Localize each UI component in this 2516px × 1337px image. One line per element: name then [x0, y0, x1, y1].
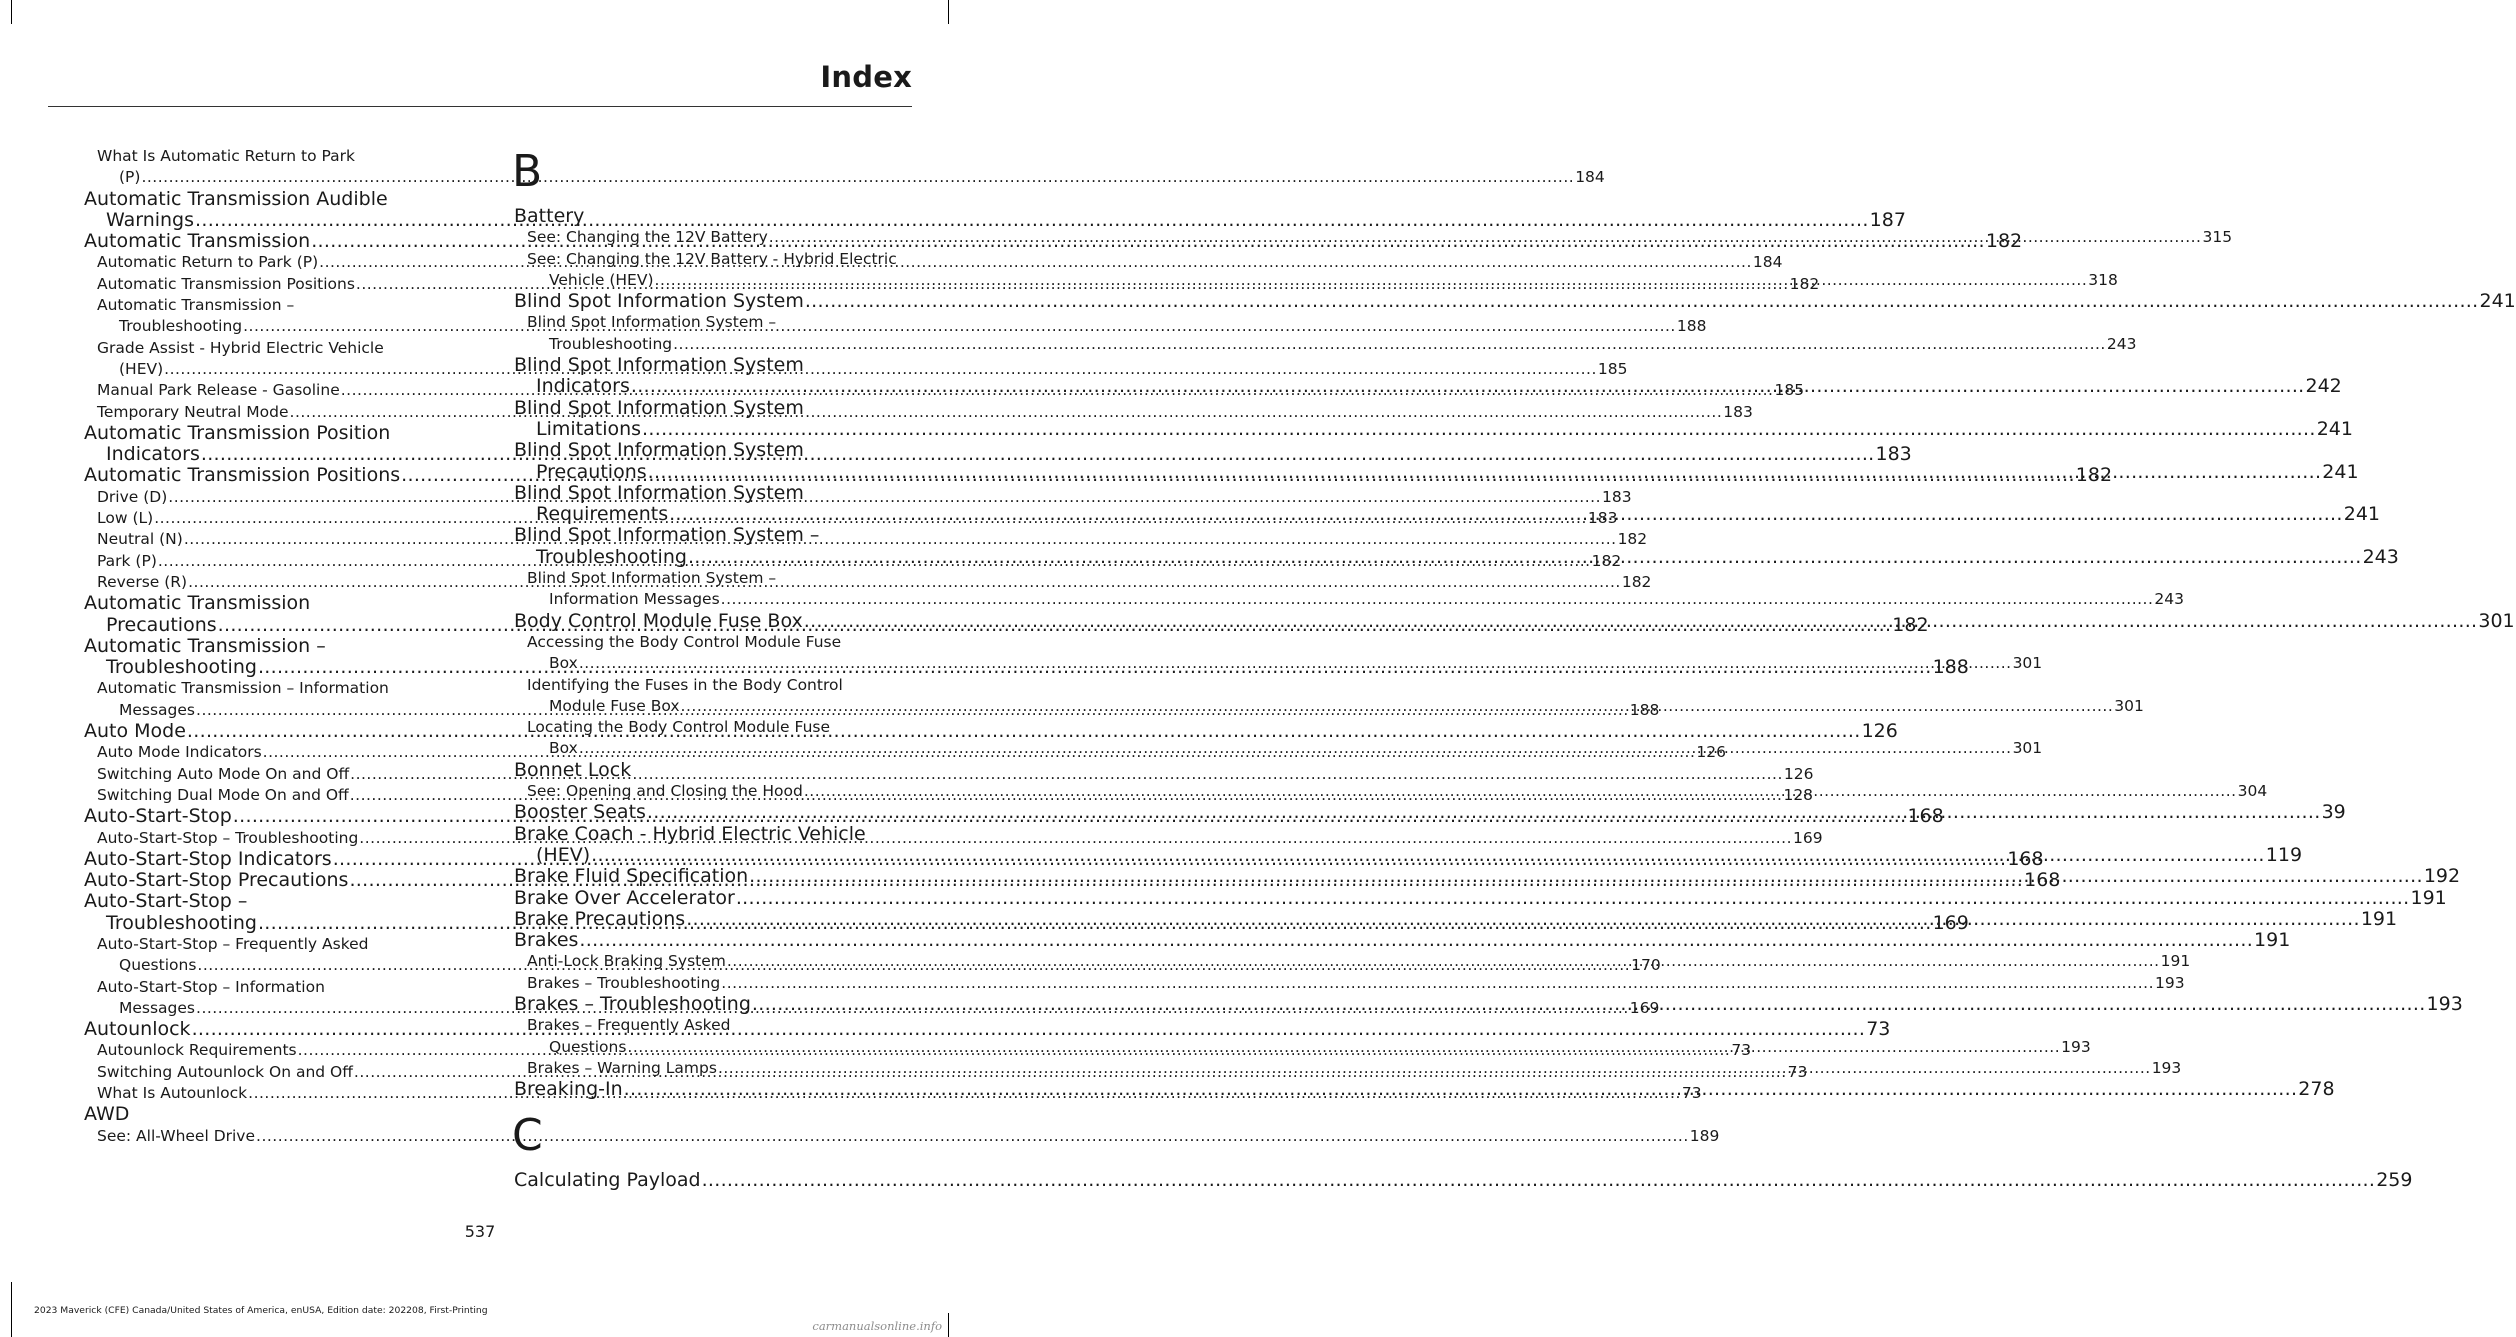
entry-text: Auto-Start-Stop – — [84, 890, 248, 913]
dot-leader — [804, 781, 2237, 802]
entry-text: Questions — [549, 1037, 627, 1056]
entry-text: What Is Autounlock — [97, 1084, 248, 1103]
entry-page-number: 119 — [2265, 843, 2303, 866]
entry-page-number: 193 — [2061, 1037, 2091, 1056]
entry-text: Auto-Start-Stop – Troubleshooting — [97, 828, 359, 847]
entry-page-number: 183 — [1723, 402, 1753, 421]
footer-edition-text: 2023 Maverick (CFE) Canada/United States of America, enUSA, Edition date: 202208, First-Printing — [34, 1305, 488, 1316]
entry-page-number: 304 — [2237, 782, 2268, 801]
entry-text: Bonnet Lock — [514, 758, 632, 781]
entry-text: Identifying the Fuses in the Body Control — [527, 675, 843, 694]
entry-page-number: 182 — [1789, 274, 1820, 293]
dot-leader — [673, 335, 2106, 353]
entry-text: Limitations — [536, 417, 642, 440]
dot-leader — [579, 739, 2012, 757]
entry-text: Messages — [119, 998, 196, 1017]
entry-text: Automatic Transmission Positions — [97, 274, 355, 293]
entry-text: Box — [549, 739, 578, 758]
entry-page-number: 301 — [2478, 609, 2515, 632]
entry-page-number: 187 — [1869, 208, 1906, 231]
entry-text: Auto Mode Indicators — [97, 743, 262, 762]
index-subentry[interactable] — [514, 973, 2185, 994]
entry-page-number: 168 — [1907, 805, 1944, 828]
entry-page-number: 191 — [2360, 907, 2398, 930]
dot-leader — [631, 375, 2305, 397]
entry-text: Grade Assist - Hybrid Electric Vehicle — [97, 338, 384, 357]
entry-text: Temporary Neutral Mode — [97, 402, 289, 421]
entry-text: Reverse (R) — [97, 572, 188, 591]
entry-text: (P) — [119, 168, 141, 187]
crop-mark-bottom-right — [948, 1313, 949, 1337]
dot-leader — [669, 503, 2343, 525]
entry-page-number: 243 — [2106, 334, 2137, 353]
entry-text: Low (L) — [97, 509, 154, 528]
entry-text: Blind Spot Information System — [514, 396, 804, 419]
dot-leader — [627, 1038, 2060, 1056]
dot-leader — [736, 888, 2410, 909]
entry-page-number: 242 — [2305, 375, 2342, 398]
entry-text: Autounlock Requirements — [97, 1041, 297, 1060]
entry-page-number: 243 — [2362, 545, 2399, 568]
entry-page-number: 182 — [1591, 551, 1622, 570]
entry-page-number: 73 — [1787, 1062, 1808, 1081]
entry-text: Auto-Start-Stop Precautions — [84, 869, 349, 892]
entry-page-number: 193 — [2151, 1058, 2182, 1077]
entry-page-number: 182 — [1892, 613, 1929, 636]
entry-text: Troubleshooting — [106, 656, 257, 679]
dot-leader — [702, 1170, 2376, 1191]
entry-text: Brake Over Accelerator — [514, 886, 735, 909]
entry-page-number: 193 — [2155, 973, 2185, 992]
entry-text: Blind Spot Information System — [514, 354, 804, 377]
entry-text: Automatic Transmission Positions — [84, 464, 401, 487]
entry-page-number: 259 — [2376, 1169, 2413, 1192]
index-entry[interactable] — [84, 1104, 473, 1125]
entry-text: Blind Spot Information System – — [514, 524, 820, 547]
dot-leader — [256, 1126, 1689, 1147]
entry-text: Auto-Start-Stop — [84, 805, 232, 828]
dot-leader — [243, 317, 1676, 335]
dot-leader — [718, 1058, 2151, 1079]
entry-text: Vehicle (HEV) — [549, 270, 654, 289]
entry-text: Auto-Start-Stop – Frequently Asked — [97, 934, 369, 953]
crop-mark-top-right — [948, 0, 949, 24]
crop-mark-bottom-left — [11, 1282, 12, 1337]
entry-text: Park (P) — [97, 551, 157, 570]
dot-leader — [686, 909, 2360, 930]
entry-page-number: 188 — [1932, 656, 1969, 679]
entry-text: Blind Spot Information System – — [527, 313, 777, 332]
dot-leader — [769, 227, 2202, 248]
dot-leader — [579, 654, 2012, 672]
entry-page-number: 192 — [2423, 865, 2461, 888]
entry-page-number: 301 — [2012, 654, 2043, 673]
entry-text: Automatic Transmission – — [84, 634, 326, 657]
entry-text: Blind Spot Information System – — [527, 569, 777, 588]
dot-leader — [579, 930, 2253, 951]
entry-page-number: 168 — [2024, 869, 2061, 892]
entry-text: Blind Spot Information System — [514, 439, 804, 462]
entry-page-number: 301 — [2114, 696, 2144, 715]
entry-page-number: 170 — [1631, 956, 1661, 975]
section-letter-b: B — [512, 146, 543, 197]
entry-text: Automatic Transmission — [84, 230, 311, 253]
entry-page-number: 73 — [1731, 1041, 1752, 1060]
entry-text: Brake Precautions — [514, 907, 686, 930]
entry-page-number: 188 — [1629, 700, 1660, 719]
entry-text: Precautions — [536, 460, 647, 483]
entry-text: Questions — [119, 956, 197, 975]
entry-page-number: 191 — [2254, 929, 2291, 952]
entry-page-number: 315 — [2202, 228, 2233, 247]
entry-text: Body Control Module Fuse Box — [514, 609, 803, 632]
title-divider — [48, 106, 912, 107]
entry-text: Automatic Transmission – Information — [97, 679, 389, 698]
entry-text: Brakes – Troubleshooting — [527, 973, 721, 992]
entry-page-number: 182 — [1617, 530, 1648, 549]
entry-page-number: 191 — [2160, 952, 2191, 971]
entry-text: Requirements — [536, 503, 669, 526]
dot-leader — [642, 418, 2316, 440]
entry-page-number: 183 — [1602, 487, 1632, 506]
entry-text: Brakes – Troubleshooting — [514, 992, 751, 1015]
entry-text: Indicators — [106, 443, 200, 466]
entry-page-number: 182 — [2075, 464, 2113, 487]
entry-text: Autounlock — [84, 1018, 191, 1041]
index-entry[interactable] — [514, 929, 2291, 952]
entry-text: Locating the Body Control Module Fuse — [527, 718, 831, 737]
entry-text: Automatic Transmission – — [97, 296, 295, 315]
entry-page-number: 39 — [2321, 801, 2346, 824]
entry-page-number: 318 — [2088, 270, 2118, 289]
index-entry[interactable] — [514, 886, 2447, 909]
dot-leader — [721, 590, 2154, 608]
entry-text: Troubleshooting — [119, 317, 243, 336]
entry-text: Troubleshooting — [549, 334, 673, 353]
entry-text: Blind Spot Information System — [514, 290, 804, 313]
entry-text: Switching Auto Mode On and Off — [97, 764, 350, 783]
entry-text: Information Messages — [549, 590, 720, 609]
entry-text: Messages — [119, 700, 196, 719]
entry-page-number: 169 — [1793, 828, 1823, 847]
entry-text: Automatic Return to Park (P) — [97, 253, 319, 272]
entry-text: (HEV) — [536, 843, 591, 866]
entry-page-number: 184 — [1575, 168, 1605, 187]
entry-text: Brake Coach - Hybrid Electric Vehicle — [514, 822, 866, 845]
index-entry[interactable] — [514, 760, 906, 781]
dot-leader — [624, 1079, 2298, 1100]
entry-page-number: 182 — [1985, 230, 2023, 253]
dot-leader — [688, 546, 2362, 568]
entry-text: Automatic Transmission Position — [84, 421, 391, 444]
watermark: carmanualsonline.info — [812, 1319, 942, 1333]
entry-text: Auto Mode — [84, 720, 186, 743]
entry-text: Box — [549, 654, 578, 673]
entry-text: Warnings — [106, 208, 195, 231]
entry-page-number: 126 — [1696, 743, 1726, 762]
entry-text: Brakes – Frequently Asked — [527, 1016, 731, 1035]
entry-text: See: Opening and Closing the Hood — [527, 782, 803, 801]
entry-page-number: 191 — [2410, 886, 2447, 909]
entry-text: Calculating Payload — [514, 1169, 701, 1192]
entry-text: Automatic Transmission Audible — [84, 187, 388, 210]
entry-page-number: 193 — [2426, 992, 2463, 1015]
page-number: 537 — [464, 1222, 496, 1241]
index-subentry[interactable] — [84, 146, 1605, 189]
dot-leader — [804, 611, 2478, 632]
entry-text: (HEV) — [119, 359, 164, 378]
entry-text: Breaking-In — [514, 1078, 623, 1101]
dot-leader — [727, 951, 2160, 975]
entry-text: Battery — [514, 205, 585, 227]
dot-leader — [749, 866, 2423, 887]
entry-text: AWD — [84, 1103, 130, 1126]
entry-page-number: 73 — [1866, 1018, 1891, 1041]
entry-page-number: 184 — [1752, 253, 1783, 272]
dot-leader — [648, 461, 2322, 483]
section-letter-c: C — [512, 1110, 543, 1162]
dot-leader — [721, 973, 2154, 994]
dot-leader — [681, 697, 2114, 715]
entry-page-number: 241 — [2343, 503, 2380, 526]
page-title: Index — [820, 60, 912, 94]
entry-page-number: 243 — [2154, 590, 2184, 609]
entry-page-number: 183 — [1587, 509, 1618, 528]
entry-page-number: 169 — [1629, 998, 1660, 1017]
entry-text: Automatic Transmission — [84, 592, 311, 615]
entry-page-number: 126 — [1861, 720, 1898, 743]
dot-leader — [591, 844, 2265, 866]
entry-text: See: Changing the 12V Battery — [527, 228, 768, 247]
entry-text: Brake Fluid Specification — [514, 865, 749, 888]
dot-leader — [655, 271, 2088, 289]
entry-text: Booster Seats — [514, 801, 646, 824]
entry-text: Indicators — [536, 375, 630, 398]
entry-text: See: Changing the 12V Battery - Hybrid Electric — [527, 249, 897, 268]
entry-text: Module Fuse Box — [549, 696, 680, 715]
entry-text: Brakes – Warning Lamps — [527, 1058, 717, 1077]
entry-page-number: 189 — [1689, 1126, 1720, 1145]
entry-text: What Is Automatic Return to Park — [97, 147, 355, 165]
index-entry[interactable] — [514, 1169, 2413, 1192]
entry-page-number: 278 — [2298, 1078, 2335, 1101]
entry-text: Switching Autounlock On and Off — [97, 1062, 353, 1081]
index-entry[interactable] — [514, 290, 2516, 313]
entry-text: Auto-Start-Stop Indicators — [84, 847, 332, 870]
entry-text: Neutral (N) — [97, 530, 183, 549]
entry-page-number: 73 — [1681, 1084, 1702, 1103]
entry-text: See: All-Wheel Drive — [97, 1126, 256, 1145]
entry-page-number: 185 — [1774, 381, 1805, 400]
entry-page-number: 126 — [1783, 764, 1814, 783]
entry-page-number: 241 — [2479, 290, 2516, 313]
index-entry[interactable] — [514, 206, 906, 227]
crop-mark-top-left — [11, 0, 12, 24]
entry-page-number: 183 — [1875, 443, 1912, 466]
entry-page-number: 168 — [2007, 847, 2044, 870]
entry-page-number: 301 — [2012, 739, 2043, 758]
entry-page-number: 169 — [1932, 911, 1969, 934]
entry-page-number: 188 — [1676, 317, 1707, 336]
entry-text: Manual Park Release - Gasoline — [97, 381, 340, 400]
entry-text: Auto-Start-Stop – Information — [97, 977, 325, 996]
entry-text: Anti-Lock Braking System — [527, 952, 726, 971]
dot-leader — [647, 802, 2321, 823]
entry-page-number: 241 — [2322, 460, 2359, 483]
entry-text: Drive (D) — [97, 487, 168, 506]
entry-text: Accessing the Body Control Module Fuse — [527, 632, 842, 651]
entry-page-number: 182 — [1621, 572, 1652, 591]
entry-text: Troubleshooting — [106, 911, 257, 934]
entry-text: Troubleshooting — [536, 545, 687, 568]
index-subentry[interactable] — [84, 1126, 1720, 1147]
entry-page-number: 128 — [1783, 785, 1814, 804]
entry-text: Blind Spot Information System — [514, 481, 804, 504]
entry-text: Precautions — [106, 613, 217, 636]
entry-text: Brakes — [514, 929, 579, 952]
entry-text: Switching Dual Mode On and Off — [97, 785, 349, 804]
entry-page-number: 241 — [2316, 417, 2353, 440]
dot-leader — [752, 994, 2426, 1015]
entry-page-number: 185 — [1597, 359, 1628, 378]
dot-leader — [805, 291, 2479, 312]
